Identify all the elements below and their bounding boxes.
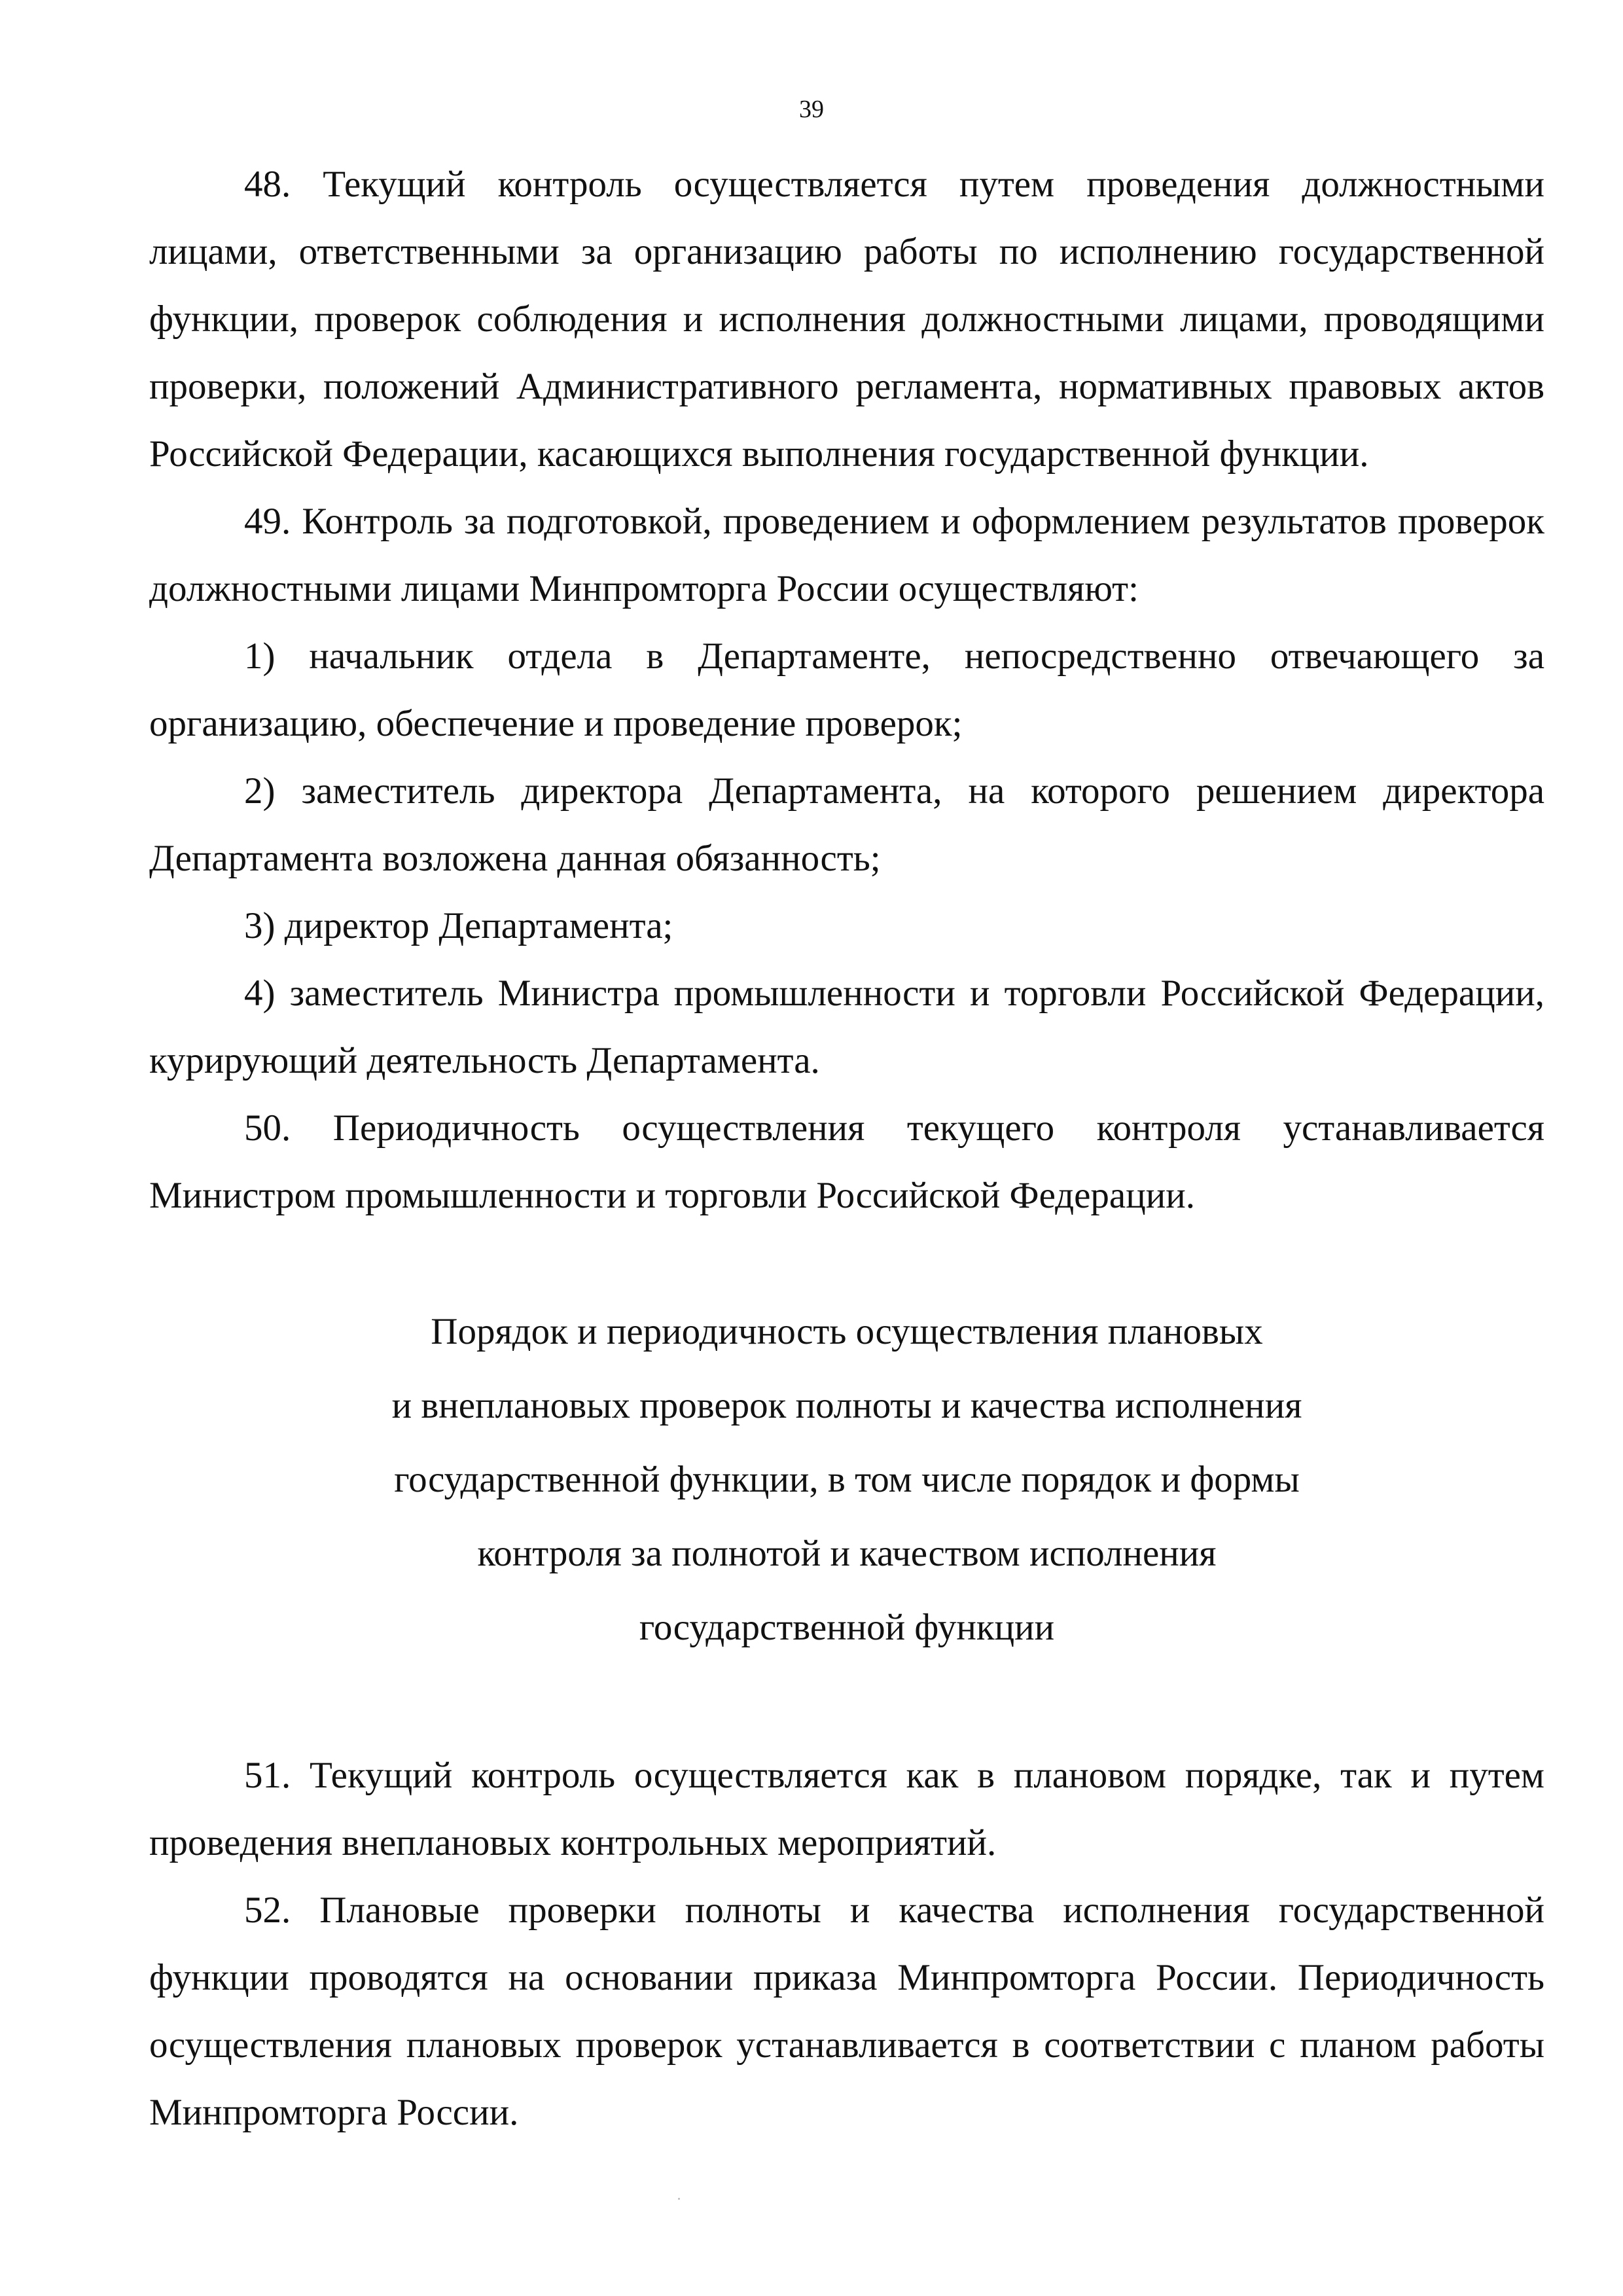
heading-line: и внеплановых проверок полноты и качества исполнения	[391, 1385, 1302, 1426]
section-heading	[291, 1295, 1403, 1664]
paragraph-52: 52. Плановые проверки полноты и качества исполнения государственной функции проводятся на основании приказа Минпромторга России. Периодичность осуществления плановых проверок устанавливается в соответствии с планом работы Минпромторга России.	[149, 1890, 1544, 2133]
list-item-2: 2) заместитель директора Департамента, на которого решением директора Департамента возложена данная обязанность;	[149, 770, 1544, 879]
page-number: 39	[799, 96, 824, 123]
list-item-1: 1) начальник отдела в Департаменте, непосредственно отвечающего за организацию, обеспечение и проведение проверок;	[149, 636, 1544, 744]
heading-line: государственной функции, в том числе порядок и формы	[394, 1459, 1300, 1500]
scan-dot	[678, 2198, 680, 2200]
paragraph-49: 49. Контроль за подготовкой, проведением и оформлением результатов проверок должностными лицами Минпромторга России осуществляют:	[149, 501, 1544, 609]
paragraph-50: 50. Периодичность осуществления текущего контроля устанавливается Министром промышленности и торговли Российской Федерации.	[149, 1107, 1544, 1216]
list-item-3: 3) директор Департамента;	[244, 905, 673, 946]
document-body	[149, 151, 1544, 2146]
list-item-4: 4) заместитель Министра промышленности и торговли Российской Федерации, курирующий деятельность Департамента.	[149, 973, 1544, 1081]
paragraph-51: 51. Текущий контроль осуществляется как в плановом порядке, так и путем проведения внеплановых контрольных мероприятий.	[149, 1755, 1544, 1863]
paragraph-48: 48. Текущий контроль осуществляется путем проведения должностными лицами, ответственными за организацию работы по исполнению государственной функции, проверок соблюдения и исполнения должностными лицами, проводящими проверки, положений Административного регламента, нормативных правовых актов Российской Федерации, касающихся выполнения государственной функции.	[149, 164, 1544, 475]
heading-line: Порядок и периодичность осуществления плановых	[431, 1311, 1263, 1352]
heading-line: государственной функции	[639, 1607, 1055, 1648]
heading-line: контроля за полнотой и качеством исполнения	[477, 1533, 1217, 1574]
